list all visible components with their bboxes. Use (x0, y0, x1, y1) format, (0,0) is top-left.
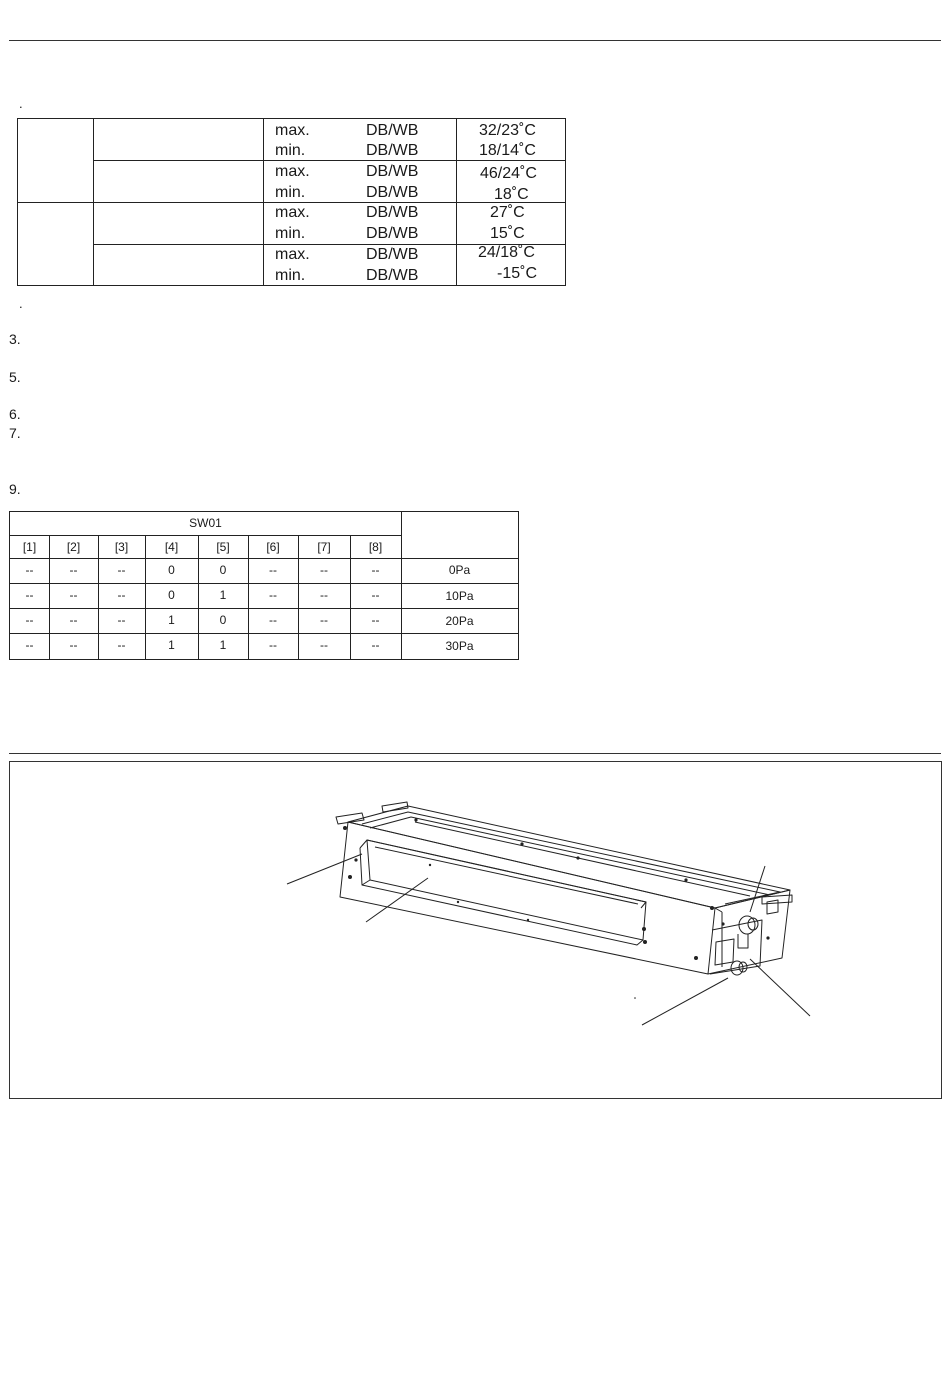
type-cell: DB/WB (366, 246, 419, 263)
switch-cell: 1 (168, 613, 175, 627)
top-rule (9, 40, 941, 41)
switch-header: [5] (216, 540, 230, 554)
pressure-cell: 0Pa (448, 563, 471, 577)
switch-cell: -- (117, 563, 126, 577)
switch-cell: -- (69, 563, 78, 577)
switch-cell: -- (25, 563, 34, 577)
type-cell: DB/WB (366, 142, 419, 159)
switch-cell: -- (371, 588, 380, 602)
switch-cell: -- (25, 638, 34, 652)
type-cell: DB/WB (366, 267, 419, 284)
list-number: 3. (9, 331, 21, 347)
type-cell: DB/WB (366, 163, 419, 180)
unit-figure-frame (9, 761, 942, 1099)
switch-cell: -- (269, 613, 277, 627)
switch-header: [6] (266, 540, 280, 554)
limit-cell: max. (275, 163, 310, 180)
pressure-cell: 20Pa (445, 614, 474, 628)
switch-cell: -- (117, 613, 126, 627)
switch-cell: -- (269, 588, 277, 602)
switch-cell: -- (371, 638, 380, 652)
switch-cell: 1 (219, 588, 227, 602)
switch-cell: 1 (168, 638, 175, 652)
limit-cell: min. (275, 267, 306, 284)
limit-cell: max. (275, 122, 310, 139)
type-cell: DB/WB (366, 204, 419, 221)
switch-cell: -- (269, 638, 277, 652)
switch-header: [8] (368, 540, 383, 554)
limit-cell: min. (275, 142, 306, 159)
switch-cell: 0 (168, 563, 175, 577)
limit-cell: min. (275, 184, 306, 201)
type-cell: DB/WB (366, 122, 419, 139)
switch-header: [3] (114, 540, 129, 554)
switch-cell: -- (320, 588, 328, 602)
bullet-dot: . (19, 96, 23, 111)
switch-cell: -- (25, 613, 34, 627)
switch-header: [1] (22, 540, 37, 554)
limit-cell: min. (275, 225, 306, 242)
indoor-unit-drawing (10, 762, 941, 1098)
switch-cell: -- (69, 613, 78, 627)
list-number: 9. (9, 481, 21, 497)
switch-cell: 0 (219, 563, 227, 577)
operating-range-table (17, 118, 566, 286)
list-number: 7. (9, 425, 21, 441)
type-cell: DB/WB (366, 225, 419, 242)
type-cell: DB/WB (366, 184, 419, 201)
switch-cell: -- (69, 588, 78, 602)
limit-cell: max. (275, 204, 310, 221)
sw01-pressure-table (9, 511, 519, 660)
switch-cell: -- (320, 563, 328, 577)
pressure-cell: 10Pa (445, 589, 474, 603)
bullet-dot: . (19, 296, 23, 311)
list-number: 6. (9, 406, 21, 422)
switch-header: [4] (164, 540, 179, 554)
value-cell: -15˚C (497, 265, 538, 282)
pressure-cell: 30Pa (445, 639, 474, 653)
value-cell: 24/18˚C (478, 244, 535, 261)
switch-cell: -- (25, 588, 34, 602)
value-cell: 46/24˚C (480, 165, 537, 182)
switch-cell: -- (320, 613, 328, 627)
switch-cell: -- (269, 563, 277, 577)
switch-header: [7] (317, 540, 331, 554)
value-cell: 18/14˚C (479, 142, 536, 159)
switch-cell: -- (69, 638, 78, 652)
switch-cell: -- (371, 563, 380, 577)
value-cell: 18˚C (494, 186, 529, 203)
section-rule (9, 753, 941, 754)
switch-header: [2] (66, 540, 81, 554)
list-number: 5. (9, 369, 21, 385)
switch-cell: 1 (219, 638, 227, 652)
switch-cell: 0 (219, 613, 227, 627)
switch-cell: -- (371, 613, 380, 627)
switch-cell: 0 (168, 588, 175, 602)
value-cell: 15˚C (490, 225, 525, 242)
sw01-title: SW01 (189, 516, 222, 530)
switch-cell: -- (320, 638, 328, 652)
switch-cell: -- (117, 638, 126, 652)
value-cell: 27˚C (490, 204, 525, 221)
switch-cell: -- (117, 588, 126, 602)
value-cell: 32/23˚C (479, 122, 536, 139)
limit-cell: max. (275, 246, 310, 263)
